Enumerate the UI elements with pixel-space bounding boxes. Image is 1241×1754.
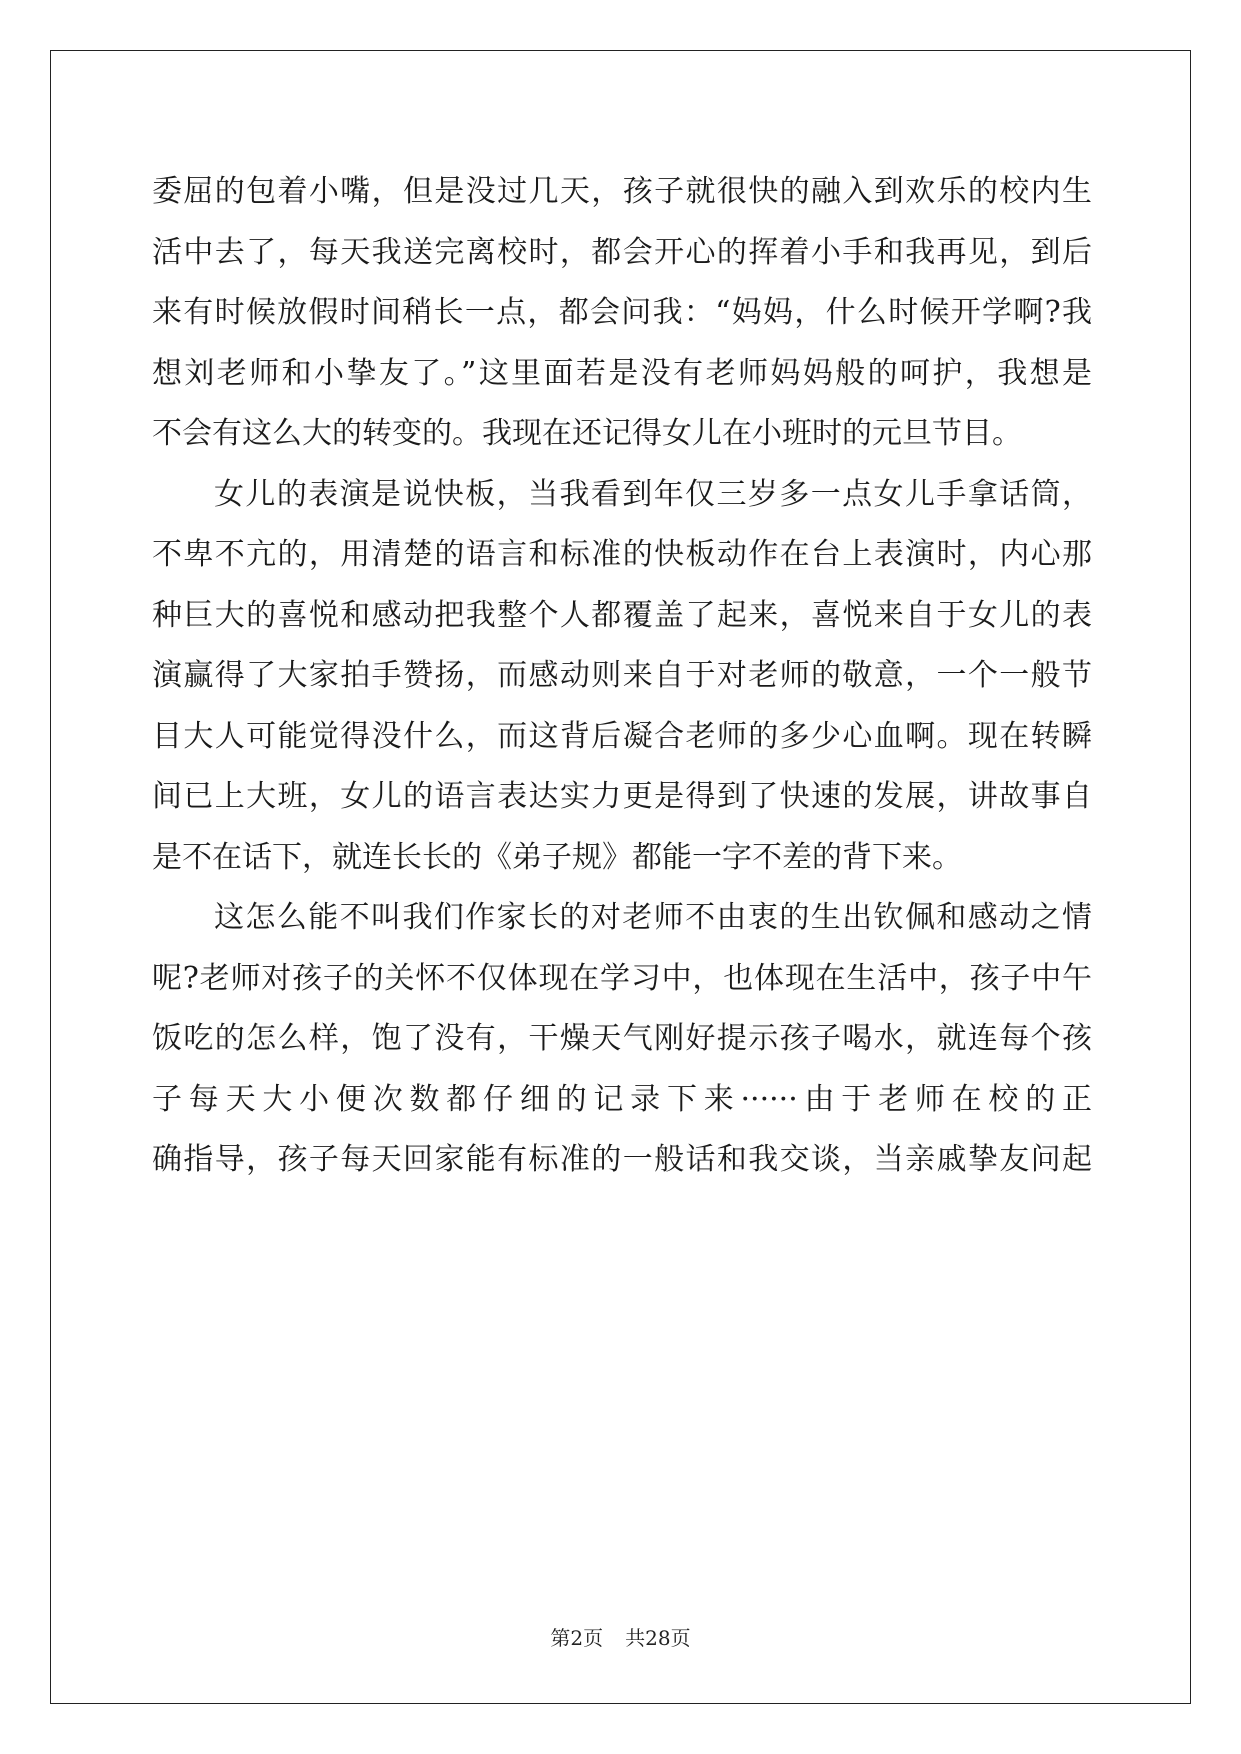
text-line: 不会有这么大的转变的。我现在还记得女儿在小班时的元旦节目。 — [152, 416, 1022, 451]
page-footer — [0, 1622, 1241, 1651]
text-line: 种巨大的喜悦和感动把我整个人都覆盖了起来，喜悦来自于女儿的表 — [152, 597, 1092, 633]
text-line: 来有时候放假时间稍长一点，都会问我：“妈妈，什么时候开学啊?我 — [152, 295, 1092, 330]
text-line: 演赢得了大家拍手赞扬，而感动则来自于对老师的敬意，一个一般节 — [152, 658, 1092, 693]
text-line: 目大人可能觉得没什么，而这背后凝合老师的多少心血啊。现在转瞬 — [152, 718, 1092, 754]
text-line: 想刘老师和小挚友了。”这里面若是没有老师妈妈般的呵护，我想是 — [152, 355, 1092, 391]
document-body — [152, 162, 1092, 1191]
text-line: 活中去了，每天我送完离校时，都会开心的挥着小手和我再见，到后 — [152, 234, 1092, 270]
text-line: 呢?老师对孩子的关怀不仅体现在学习中，也体现在生活中，孩子中午 — [152, 960, 1092, 996]
text-line: 确指导，孩子每天回家能有标准的一般话和我交谈，当亲戚挚友问起 — [152, 1142, 1092, 1177]
page-number: 第2页 — [550, 1626, 604, 1650]
text-line: 不卑不亢的，用清楚的语言和标准的快板动作在台上表演时，内心那 — [152, 537, 1092, 572]
text-line: 饭吃的怎么样，饱了没有，干燥天气刚好提示孩子喝水，就连每个孩 — [152, 1021, 1092, 1056]
text-line: 子每天大小便次数都仔细的记录下来······由于老师在校的正 — [152, 1081, 1092, 1117]
text-line: 委屈的包着小嘴，但是没过几天，孩子就很快的融入到欢乐的校内生 — [152, 174, 1092, 209]
text-line: 是不在话下，就连长长的《弟子规》都能一字不差的背下来。 — [152, 839, 962, 875]
text-line: 女儿的表演是说快板，当我看到年仅三岁多一点女儿手拿话筒， — [214, 476, 1092, 512]
page-total: 共28页 — [625, 1626, 691, 1650]
text-line: 这怎么能不叫我们作家长的对老师不由衷的生出钦佩和感动之情 — [214, 900, 1092, 935]
text-line: 间已上大班，女儿的语言表达实力更是得到了快速的发展，讲故事自 — [152, 779, 1092, 814]
